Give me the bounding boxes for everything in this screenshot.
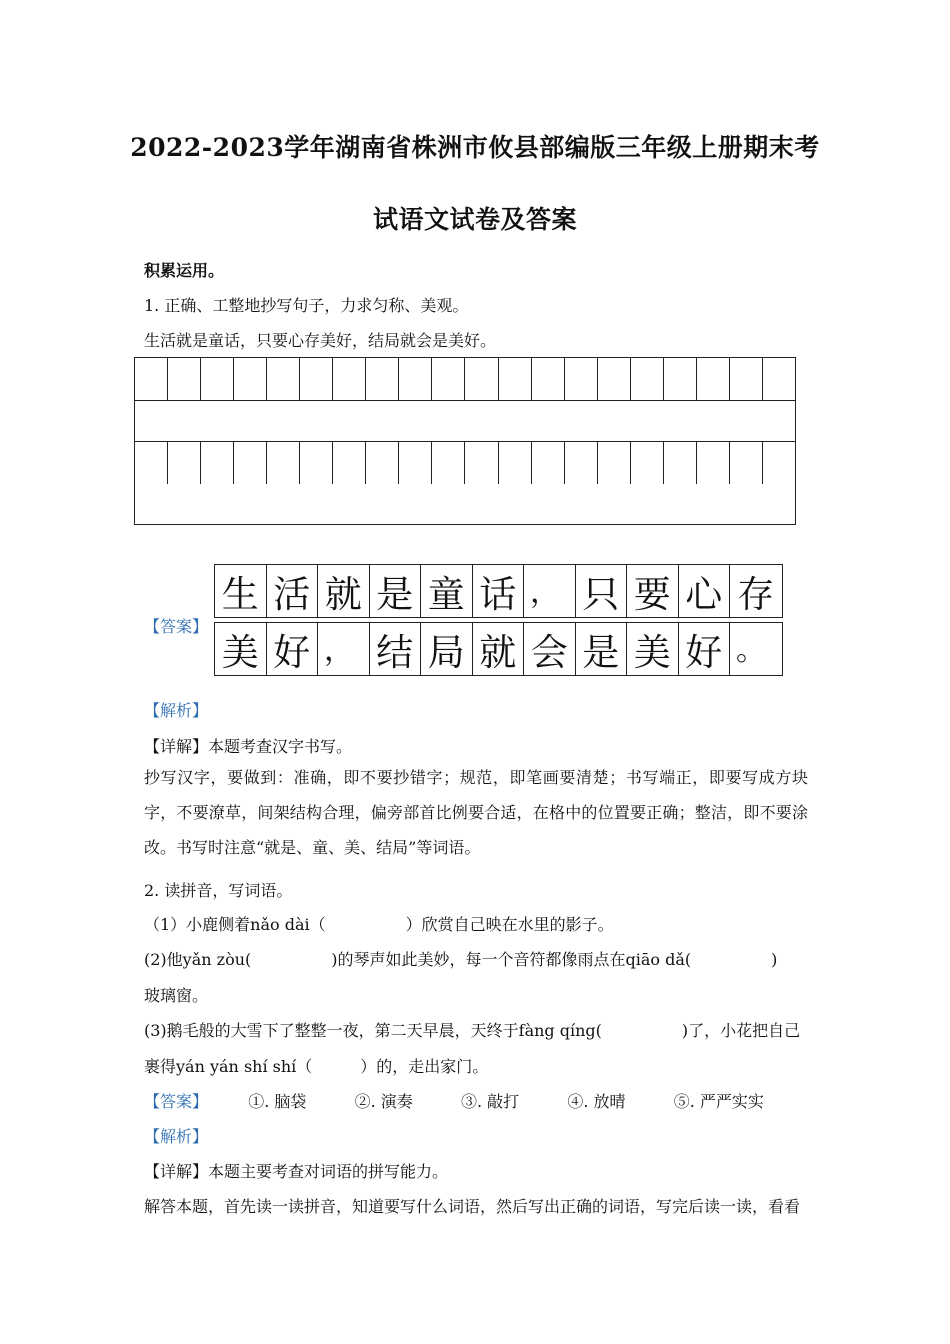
answer-char: 要	[627, 565, 679, 617]
doc-title-line1: 2022-2023学年湖南省株洲市攸县部编版三年级上册期末考	[130, 133, 820, 162]
answer-char: 活	[267, 565, 319, 617]
q2-answer-item: ⑤. 严严实实	[673, 1092, 764, 1111]
grid-blank-row	[135, 484, 795, 524]
answer-char: 好	[679, 623, 731, 675]
q2-item1: （1）小鹿侧着nǎo dài（ ）欣赏自己映在水里的影子。	[144, 915, 614, 934]
q1-answer-label: 【答案】	[144, 617, 209, 636]
answer-char: 结	[370, 623, 422, 675]
answer-char: 话	[473, 565, 525, 617]
q1-explanation: 抄写汉字，要做到：准确，即不要抄错字；规范，即笔画要清楚；书写端正，即要写成方块字，不要潦草，间架结构合理，偏旁部首比例要合适，在格中的位置要正确；整洁，即不要涂改。书写时注意“就是、童、美、结局”等词语。	[144, 768, 808, 857]
answer-grid-row2	[214, 622, 783, 676]
q2-answer-item: ①. 脑袋	[248, 1092, 307, 1111]
answer-char: 美	[215, 623, 267, 675]
q2-item2-cont: 玻璃窗。	[144, 986, 209, 1005]
answer-char: 美	[627, 623, 679, 675]
q2-item2: (2)他yǎn zòu( )的琴声如此美妙，每一个音符都像雨点在qiāo dǎ( )	[144, 950, 778, 969]
q1-detail: 【详解】本题考查汉字书写。	[144, 737, 353, 756]
answer-char: ，	[318, 623, 370, 675]
section-heading: 积累运用。	[144, 261, 225, 280]
answer-char: 童	[421, 565, 473, 617]
answer-char: 好	[267, 623, 319, 675]
q2-prompt: 2. 读拼音，写词语。	[144, 881, 293, 900]
q2-answer-item: ④. 放晴	[567, 1092, 626, 1111]
q2-answer-label: 【答案】	[144, 1092, 209, 1111]
q1-analysis-label: 【解析】	[144, 701, 209, 720]
doc-title-line2: 试语文试卷及答案	[372, 205, 577, 234]
answer-char: 会	[524, 623, 576, 675]
q2-answer-line	[144, 1089, 764, 1112]
q2-explanation: 解答本题，首先读一读拼音，知道要写什么词语，然后写出正确的词语，写完后读一读，看看	[144, 1197, 801, 1216]
q1-prompt: 1. 正确、工整地抄写句子，力求匀称、美观。	[144, 296, 469, 315]
grid-cell-row	[135, 358, 795, 400]
answer-char: 只	[576, 565, 628, 617]
answer-char: 存	[737, 573, 775, 616]
q2-detail: 【详解】本题主要考查对词语的拼写能力。	[144, 1162, 449, 1181]
answer-char: 是	[576, 623, 628, 675]
q1-sentence: 生活就是童话，只要心存美好，结局就会是美好。	[144, 331, 497, 350]
answer-char: 就	[318, 565, 370, 617]
q2-answer-item: ②. 演奏	[354, 1092, 413, 1111]
answer-char: 心	[679, 565, 731, 617]
answer-char: 就	[473, 623, 525, 675]
answer-char: 生	[215, 565, 267, 617]
answer-char: 是	[370, 565, 422, 617]
q2-answer-item: ③. 敲打	[460, 1092, 520, 1111]
grid-cell-row	[135, 442, 795, 484]
grid-blank-row	[135, 400, 795, 442]
writing-grid	[134, 357, 796, 525]
answer-char: 局	[421, 623, 473, 675]
q2-analysis-label: 【解析】	[144, 1127, 209, 1146]
answer-char: 。	[736, 633, 766, 668]
answer-grid-row1	[214, 564, 783, 618]
answer-char: ，	[524, 565, 576, 617]
q2-item3-cont: 裹得yán yán shí shí（ ）的，走出家门。	[144, 1057, 489, 1076]
q2-item3: (3)鹅毛般的大雪下了整整一夜，第二天早晨，天终于fàng qíng( )了，小花把自己	[144, 1021, 801, 1040]
